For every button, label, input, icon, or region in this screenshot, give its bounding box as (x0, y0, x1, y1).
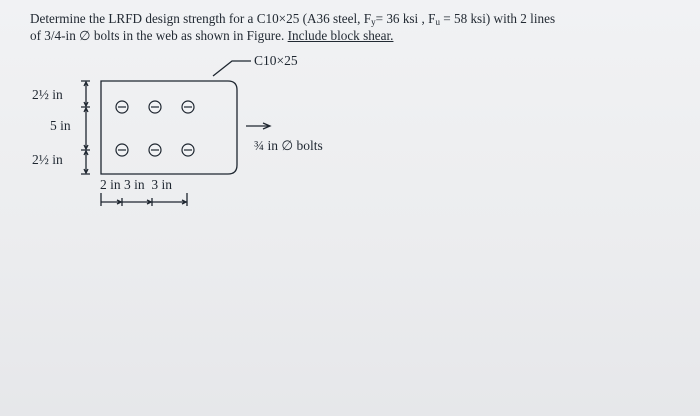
bolt-hole (149, 144, 161, 156)
section-label: C10×25 (254, 53, 298, 68)
edge-distance-top-label: 2½ in (32, 87, 63, 102)
section-leader-line (213, 61, 251, 76)
problem-text-1c: = 58 ksi) with 2 lines (439, 11, 556, 26)
gauge-label: 5 in (50, 118, 71, 133)
bolt-hole (182, 101, 194, 113)
block-shear-note: Include block shear. (287, 28, 394, 43)
bolt-spacing-label: 2 in 3 in 3 in (100, 177, 173, 192)
fy-subscript: y (371, 17, 376, 27)
fu-subscript: u (435, 17, 440, 27)
edge-distance-bottom-label: 2½ in (32, 152, 63, 167)
bolt-hole (182, 144, 194, 156)
bolt-size-label: ¾ in ∅ bolts (254, 138, 323, 153)
channel-outline (101, 81, 237, 174)
problem-text-1b: = 36 ksi , F (375, 11, 436, 26)
bolt-hole (116, 144, 128, 156)
problem-text-2a: of 3/4-in ∅ bolts in the web as shown in Figure. (30, 28, 288, 43)
bolt-hole (149, 101, 161, 113)
problem-text-1a: Determine the LRFD design strength for a C10×25 (A36 steel, F (30, 11, 372, 26)
horizontal-dimension-ticks (101, 193, 187, 206)
bolt-hole (116, 101, 128, 113)
